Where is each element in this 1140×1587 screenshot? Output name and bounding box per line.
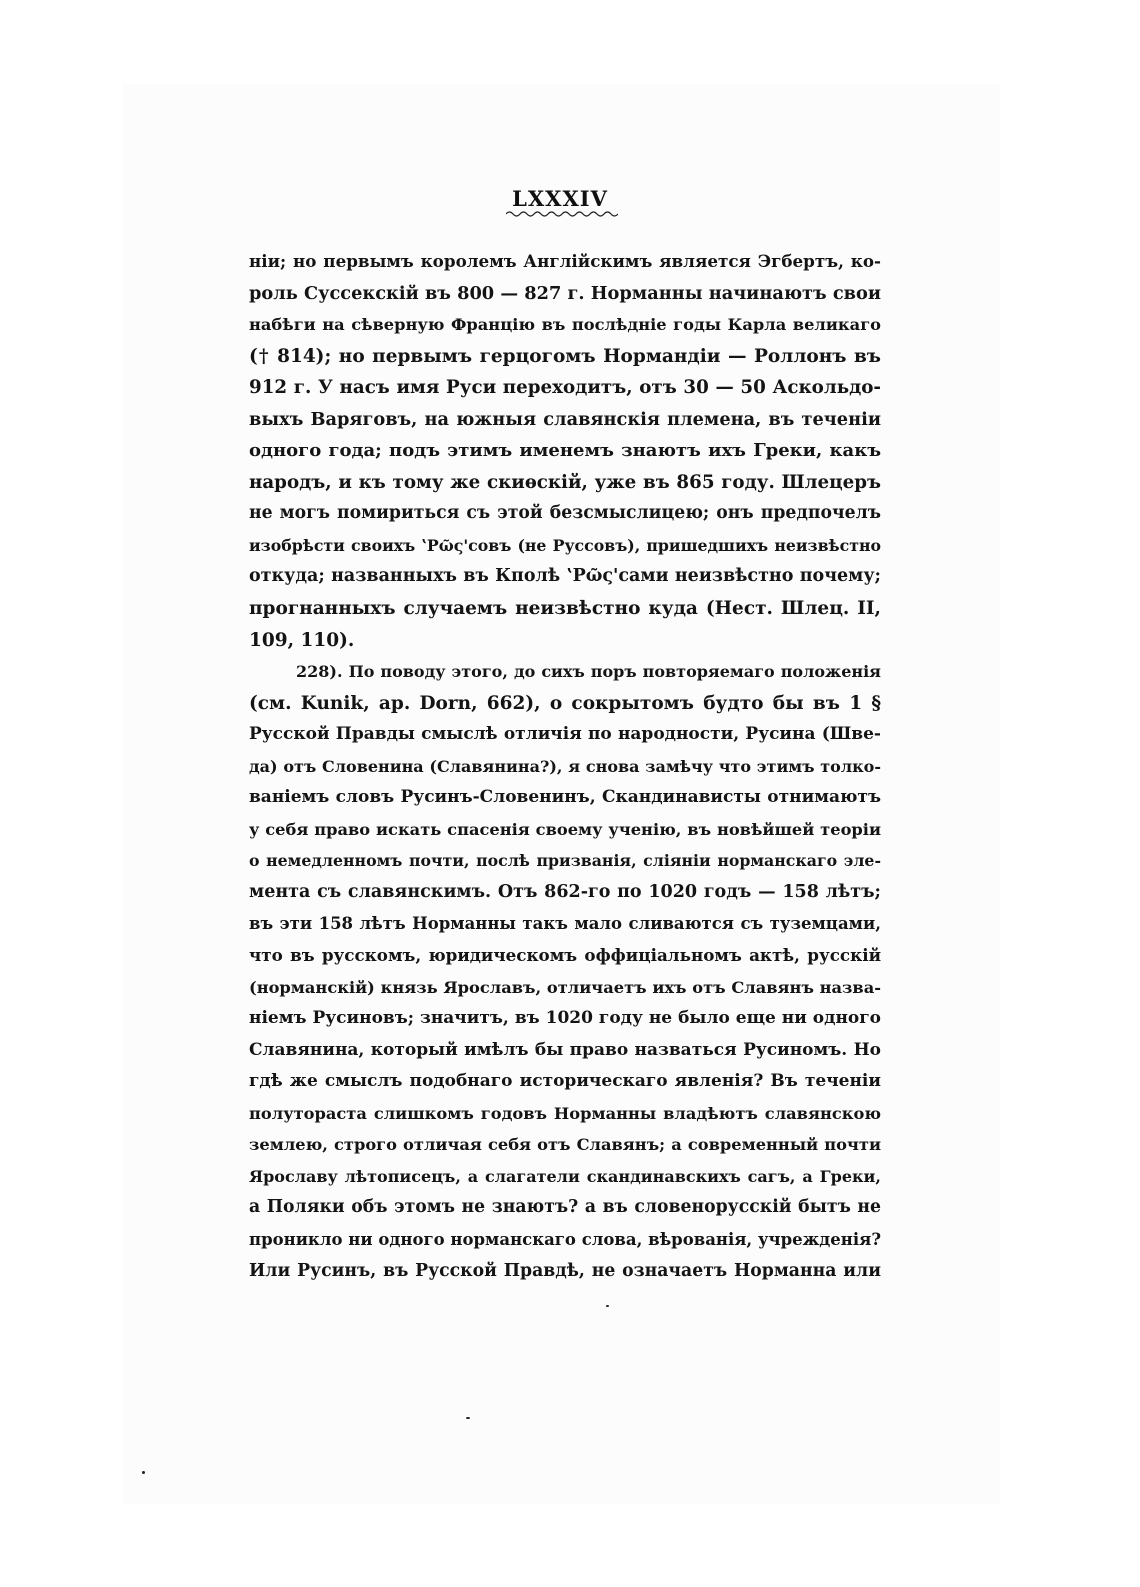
text-line: ванiемъ словъ Русинъ-Словенинъ, Скандинависты отнимаютъ — [249, 787, 881, 808]
text-line: Славянина, который имѣлъ бы право назваться Русиномъ. Но — [249, 1039, 881, 1060]
text-line: не могъ помириться съ этой безсмыслицею; онъ предпочелъ — [249, 503, 881, 524]
text-line: 109, 110). — [249, 629, 355, 651]
folio-ornament-rule — [506, 210, 618, 218]
text-line: гдѣ же смыслъ подобнаго историческаго явленiя? Въ теченiи — [249, 1071, 881, 1092]
ink-speck — [142, 1471, 145, 1474]
text-line: мента съ славянскимъ. Отъ 862-го по 1020 годъ — 158 лѣтъ; — [249, 881, 881, 902]
text-line: да) отъ Словенина (Славянина?), я снова замѣчу что этимъ толко- — [249, 756, 881, 776]
ink-speck — [606, 1305, 609, 1307]
text-line: изобрѣсти своихъ ʽΡῶς'совъ (не Руссовъ), пришедшихъ неизвѣстно — [249, 535, 881, 555]
text-line: въ эти 158 лѣтъ Норманны такъ мало сливаются съ туземцами, — [249, 914, 881, 934]
text-line: 228). По поводу этого, до сихъ поръ повторяемаго положенiя — [296, 662, 881, 682]
text-line: о немедленномъ почти, послѣ призванiя, слiянiи норманскаго эле- — [249, 851, 881, 871]
text-line: 912 г. У насъ имя Руси переходитъ, отъ 30 — 50 Аскольдо- — [249, 377, 881, 399]
text-line: землею, строго отличая себя отъ Славянъ; а современный почти — [249, 1135, 881, 1155]
text-line: что въ русскомъ, юридическомъ оффицiальномъ актѣ, русскiй — [249, 945, 881, 966]
text-line: а Поляки объ этомъ не знаютъ? а въ словенорусскiй бытъ не — [249, 1197, 881, 1218]
text-line: выхъ Варяговъ, на южныя славянскiя племена, въ теченiи — [249, 408, 881, 430]
text-line: Ярославу лѣтописецъ, а слагатели скандинавскихъ сагъ, а Греки, — [249, 1166, 881, 1186]
text-line: набѣги на сѣверную Францiю въ послѣднiе годы Карла великаго — [249, 315, 881, 335]
text-line: (норманскiй) князь Ярославъ, отличаетъ ихъ отъ Славянъ назва- — [249, 977, 881, 997]
text-line: прогнанныхъ случаемъ неизвѣстно куда (Нест. Шлец. II, — [249, 598, 881, 620]
text-line: народъ, и къ тому же скиѳскiй, уже въ 865 году. Шлецеръ — [249, 471, 881, 493]
text-line: нiи; но первымъ королемъ Англiйскимъ является Эгбертъ, ко- — [249, 251, 881, 271]
page-number: LXXXIV — [512, 186, 608, 211]
text-line: (см. Kunik, ap. Dorn, 662), о сокрытомъ будто бы въ 1 § — [249, 692, 881, 714]
text-line: нiемъ Русиновъ; значитъ, въ 1020 году не было еще ни одного — [249, 1008, 881, 1029]
text-line: роль Суссекскiй въ 800 — 827 г. Норманны начинаютъ свои — [249, 282, 881, 304]
text-line: откуда; названныхъ въ Кполѣ ʽΡῶς'сами неизвѣстно почему; — [249, 566, 881, 587]
text-line: одного года; подъ этимъ именемъ знаютъ ихъ Греки, какъ — [249, 440, 881, 462]
text-line: Русской Правды смыслѣ отличiя по народности, Русина (Шве- — [249, 724, 881, 745]
text-line: у себя право искать спасенiя своему ученiю, въ новѣйшей теорiи — [249, 819, 881, 839]
text-line: полутораста слишкомъ годовъ Норманны владѣютъ славянскою — [249, 1103, 881, 1123]
ink-speck — [466, 1417, 470, 1419]
body-text — [249, 246, 881, 1287]
text-line: († 814); но первымъ герцогомъ Нормандiи — Роллонъ въ — [249, 345, 881, 367]
text-line: Или Русинъ, въ Русской Правдѣ, не означаетъ Норманна или — [249, 1260, 881, 1281]
text-line: проникло ни одного норманскаго слова, вѣрованiя, учрежденiя? — [249, 1229, 881, 1249]
